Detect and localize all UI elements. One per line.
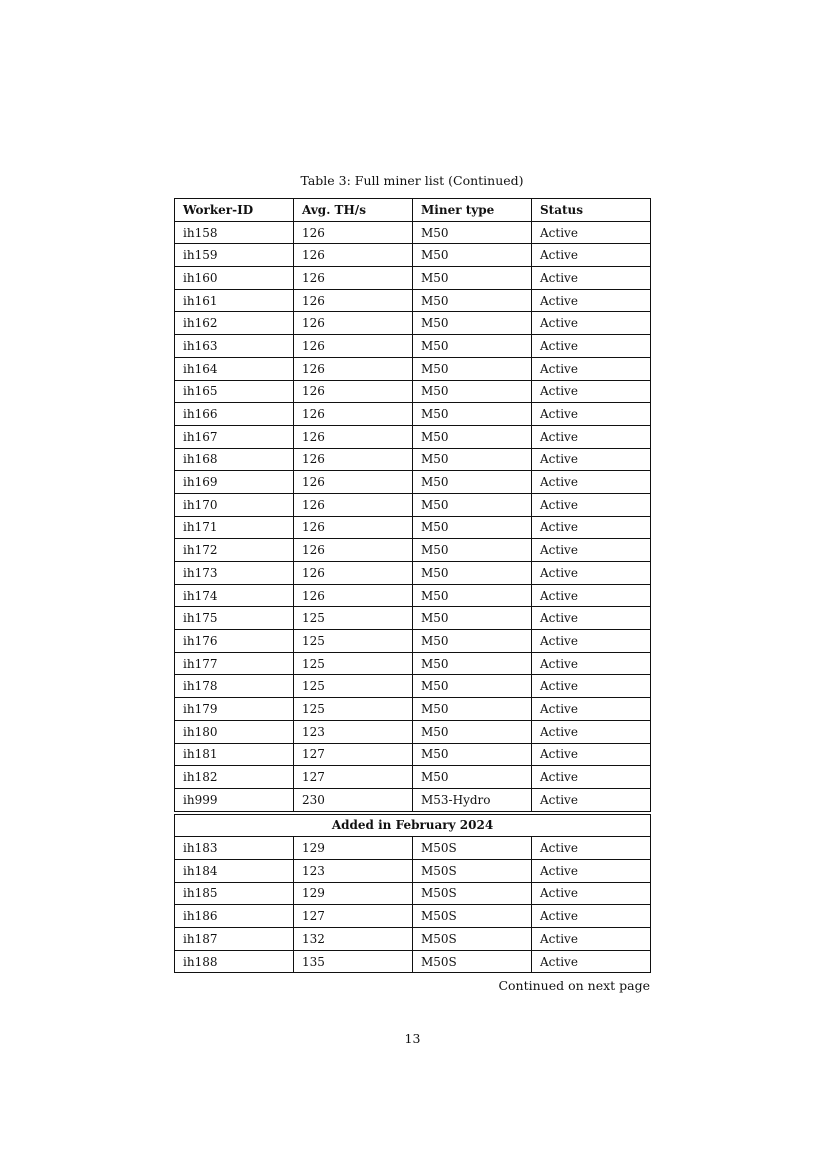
cell-avg-ths: 126 bbox=[294, 516, 413, 539]
cell-worker-id: ih169 bbox=[175, 471, 294, 494]
cell-avg-ths: 126 bbox=[294, 584, 413, 607]
cell-miner-type: M50 bbox=[413, 380, 532, 403]
cell-status: Active bbox=[532, 471, 651, 494]
cell-worker-id: ih186 bbox=[175, 905, 294, 928]
header-worker-id: Worker-ID bbox=[175, 199, 294, 222]
cell-status: Active bbox=[532, 221, 651, 244]
table-row bbox=[175, 652, 651, 675]
cell-avg-ths: 126 bbox=[294, 357, 413, 380]
cell-avg-ths: 126 bbox=[294, 471, 413, 494]
cell-worker-id: ih171 bbox=[175, 516, 294, 539]
cell-miner-type: M50S bbox=[413, 905, 532, 928]
cell-avg-ths: 126 bbox=[294, 335, 413, 358]
cell-worker-id: ih179 bbox=[175, 698, 294, 721]
table-row bbox=[175, 221, 651, 244]
table-row bbox=[175, 425, 651, 448]
cell-worker-id: ih168 bbox=[175, 448, 294, 471]
cell-miner-type: M50 bbox=[413, 244, 532, 267]
cell-miner-type: M50 bbox=[413, 743, 532, 766]
cell-worker-id: ih164 bbox=[175, 357, 294, 380]
cell-avg-ths: 123 bbox=[294, 720, 413, 743]
cell-status: Active bbox=[532, 312, 651, 335]
header-miner-type: Miner type bbox=[413, 199, 532, 222]
cell-miner-type: M50S bbox=[413, 882, 532, 905]
cell-avg-ths: 126 bbox=[294, 539, 413, 562]
cell-miner-type: M50 bbox=[413, 221, 532, 244]
cell-miner-type: M50S bbox=[413, 950, 532, 973]
cell-status: Active bbox=[532, 562, 651, 585]
cell-status: Active bbox=[532, 289, 651, 312]
section-separator bbox=[175, 811, 651, 837]
cell-miner-type: M50 bbox=[413, 425, 532, 448]
cell-miner-type: M50 bbox=[413, 357, 532, 380]
cell-worker-id: ih183 bbox=[175, 837, 294, 860]
cell-avg-ths: 127 bbox=[294, 905, 413, 928]
cell-worker-id: ih165 bbox=[175, 380, 294, 403]
continued-note: Continued on next page bbox=[498, 978, 650, 993]
cell-worker-id: ih174 bbox=[175, 584, 294, 607]
cell-avg-ths: 125 bbox=[294, 675, 413, 698]
cell-status: Active bbox=[532, 448, 651, 471]
table-row bbox=[175, 859, 651, 882]
cell-avg-ths: 125 bbox=[294, 698, 413, 721]
cell-status: Active bbox=[532, 493, 651, 516]
cell-worker-id: ih163 bbox=[175, 335, 294, 358]
table-row bbox=[175, 539, 651, 562]
cell-worker-id: ih182 bbox=[175, 766, 294, 789]
miner-table bbox=[174, 198, 651, 973]
cell-avg-ths: 126 bbox=[294, 403, 413, 426]
cell-miner-type: M50 bbox=[413, 312, 532, 335]
cell-avg-ths: 126 bbox=[294, 267, 413, 290]
cell-avg-ths: 129 bbox=[294, 837, 413, 860]
cell-miner-type: M53-Hydro bbox=[413, 788, 532, 811]
cell-worker-id: ih177 bbox=[175, 652, 294, 675]
table-row bbox=[175, 630, 651, 653]
cell-status: Active bbox=[532, 720, 651, 743]
cell-miner-type: M50 bbox=[413, 539, 532, 562]
cell-worker-id: ih178 bbox=[175, 675, 294, 698]
section-title: Added in February 2024 bbox=[175, 814, 651, 837]
cell-worker-id: ih159 bbox=[175, 244, 294, 267]
table-row bbox=[175, 471, 651, 494]
table-row bbox=[175, 698, 651, 721]
table-row bbox=[175, 244, 651, 267]
table-row bbox=[175, 905, 651, 928]
cell-miner-type: M50 bbox=[413, 493, 532, 516]
cell-avg-ths: 127 bbox=[294, 743, 413, 766]
cell-status: Active bbox=[532, 380, 651, 403]
cell-miner-type: M50 bbox=[413, 584, 532, 607]
cell-status: Active bbox=[532, 652, 651, 675]
table-row bbox=[175, 607, 651, 630]
cell-status: Active bbox=[532, 743, 651, 766]
cell-worker-id: ih170 bbox=[175, 493, 294, 516]
cell-status: Active bbox=[532, 584, 651, 607]
table-row bbox=[175, 882, 651, 905]
table-row bbox=[175, 335, 651, 358]
cell-worker-id: ih188 bbox=[175, 950, 294, 973]
cell-avg-ths: 127 bbox=[294, 766, 413, 789]
cell-avg-ths: 125 bbox=[294, 630, 413, 653]
cell-avg-ths: 125 bbox=[294, 652, 413, 675]
cell-miner-type: M50 bbox=[413, 652, 532, 675]
cell-status: Active bbox=[532, 788, 651, 811]
table-body bbox=[175, 221, 651, 811]
cell-worker-id: ih172 bbox=[175, 539, 294, 562]
table-header-row bbox=[175, 199, 651, 222]
cell-status: Active bbox=[532, 698, 651, 721]
cell-miner-type: M50 bbox=[413, 448, 532, 471]
cell-status: Active bbox=[532, 335, 651, 358]
cell-worker-id: ih176 bbox=[175, 630, 294, 653]
cell-worker-id: ih161 bbox=[175, 289, 294, 312]
table-row bbox=[175, 766, 651, 789]
cell-avg-ths: 126 bbox=[294, 425, 413, 448]
cell-miner-type: M50S bbox=[413, 837, 532, 860]
table-row bbox=[175, 493, 651, 516]
cell-status: Active bbox=[532, 539, 651, 562]
cell-worker-id: ih999 bbox=[175, 788, 294, 811]
page-number: 13 bbox=[404, 1031, 421, 1046]
cell-avg-ths: 126 bbox=[294, 448, 413, 471]
table-row bbox=[175, 743, 651, 766]
cell-miner-type: M50 bbox=[413, 720, 532, 743]
cell-status: Active bbox=[532, 630, 651, 653]
cell-status: Active bbox=[532, 905, 651, 928]
cell-status: Active bbox=[532, 950, 651, 973]
cell-worker-id: ih158 bbox=[175, 221, 294, 244]
cell-worker-id: ih185 bbox=[175, 882, 294, 905]
cell-miner-type: M50 bbox=[413, 335, 532, 358]
cell-worker-id: ih181 bbox=[175, 743, 294, 766]
header-status: Status bbox=[532, 199, 651, 222]
table-row bbox=[175, 357, 651, 380]
cell-status: Active bbox=[532, 837, 651, 860]
cell-miner-type: M50 bbox=[413, 516, 532, 539]
cell-status: Active bbox=[532, 516, 651, 539]
cell-status: Active bbox=[532, 675, 651, 698]
cell-status: Active bbox=[532, 267, 651, 290]
cell-avg-ths: 230 bbox=[294, 788, 413, 811]
table-row bbox=[175, 289, 651, 312]
cell-status: Active bbox=[532, 859, 651, 882]
table-row bbox=[175, 675, 651, 698]
cell-worker-id: ih160 bbox=[175, 267, 294, 290]
table-row bbox=[175, 837, 651, 860]
cell-miner-type: M50 bbox=[413, 471, 532, 494]
cell-miner-type: M50 bbox=[413, 403, 532, 426]
cell-miner-type: M50 bbox=[413, 630, 532, 653]
header-avg-ths: Avg. TH/s bbox=[294, 199, 413, 222]
table-row bbox=[175, 267, 651, 290]
table-row bbox=[175, 788, 651, 811]
table-row bbox=[175, 928, 651, 951]
cell-miner-type: M50 bbox=[413, 675, 532, 698]
cell-worker-id: ih173 bbox=[175, 562, 294, 585]
cell-worker-id: ih184 bbox=[175, 859, 294, 882]
table-caption: Table 3: Full miner list (Continued) bbox=[300, 173, 524, 188]
cell-avg-ths: 126 bbox=[294, 221, 413, 244]
table-row bbox=[175, 950, 651, 973]
cell-worker-id: ih175 bbox=[175, 607, 294, 630]
cell-status: Active bbox=[532, 882, 651, 905]
cell-avg-ths: 123 bbox=[294, 859, 413, 882]
table-row bbox=[175, 516, 651, 539]
cell-status: Active bbox=[532, 425, 651, 448]
table-row bbox=[175, 380, 651, 403]
section-header-row bbox=[175, 814, 651, 837]
cell-avg-ths: 132 bbox=[294, 928, 413, 951]
cell-miner-type: M50 bbox=[413, 562, 532, 585]
cell-worker-id: ih187 bbox=[175, 928, 294, 951]
cell-avg-ths: 129 bbox=[294, 882, 413, 905]
table-row bbox=[175, 720, 651, 743]
cell-status: Active bbox=[532, 607, 651, 630]
cell-avg-ths: 126 bbox=[294, 562, 413, 585]
cell-worker-id: ih162 bbox=[175, 312, 294, 335]
cell-avg-ths: 125 bbox=[294, 607, 413, 630]
cell-status: Active bbox=[532, 357, 651, 380]
cell-worker-id: ih180 bbox=[175, 720, 294, 743]
cell-worker-id: ih167 bbox=[175, 425, 294, 448]
table-row bbox=[175, 562, 651, 585]
cell-miner-type: M50 bbox=[413, 766, 532, 789]
cell-avg-ths: 126 bbox=[294, 380, 413, 403]
cell-status: Active bbox=[532, 244, 651, 267]
cell-worker-id: ih166 bbox=[175, 403, 294, 426]
section-body bbox=[175, 837, 651, 973]
cell-avg-ths: 135 bbox=[294, 950, 413, 973]
table-row bbox=[175, 312, 651, 335]
table-row bbox=[175, 403, 651, 426]
table-row bbox=[175, 448, 651, 471]
cell-status: Active bbox=[532, 403, 651, 426]
cell-status: Active bbox=[532, 766, 651, 789]
cell-miner-type: M50 bbox=[413, 698, 532, 721]
cell-miner-type: M50S bbox=[413, 928, 532, 951]
table-row bbox=[175, 584, 651, 607]
cell-miner-type: M50 bbox=[413, 267, 532, 290]
cell-miner-type: M50 bbox=[413, 289, 532, 312]
cell-avg-ths: 126 bbox=[294, 289, 413, 312]
cell-status: Active bbox=[532, 928, 651, 951]
cell-miner-type: M50S bbox=[413, 859, 532, 882]
cell-miner-type: M50 bbox=[413, 607, 532, 630]
cell-avg-ths: 126 bbox=[294, 244, 413, 267]
cell-avg-ths: 126 bbox=[294, 312, 413, 335]
cell-avg-ths: 126 bbox=[294, 493, 413, 516]
